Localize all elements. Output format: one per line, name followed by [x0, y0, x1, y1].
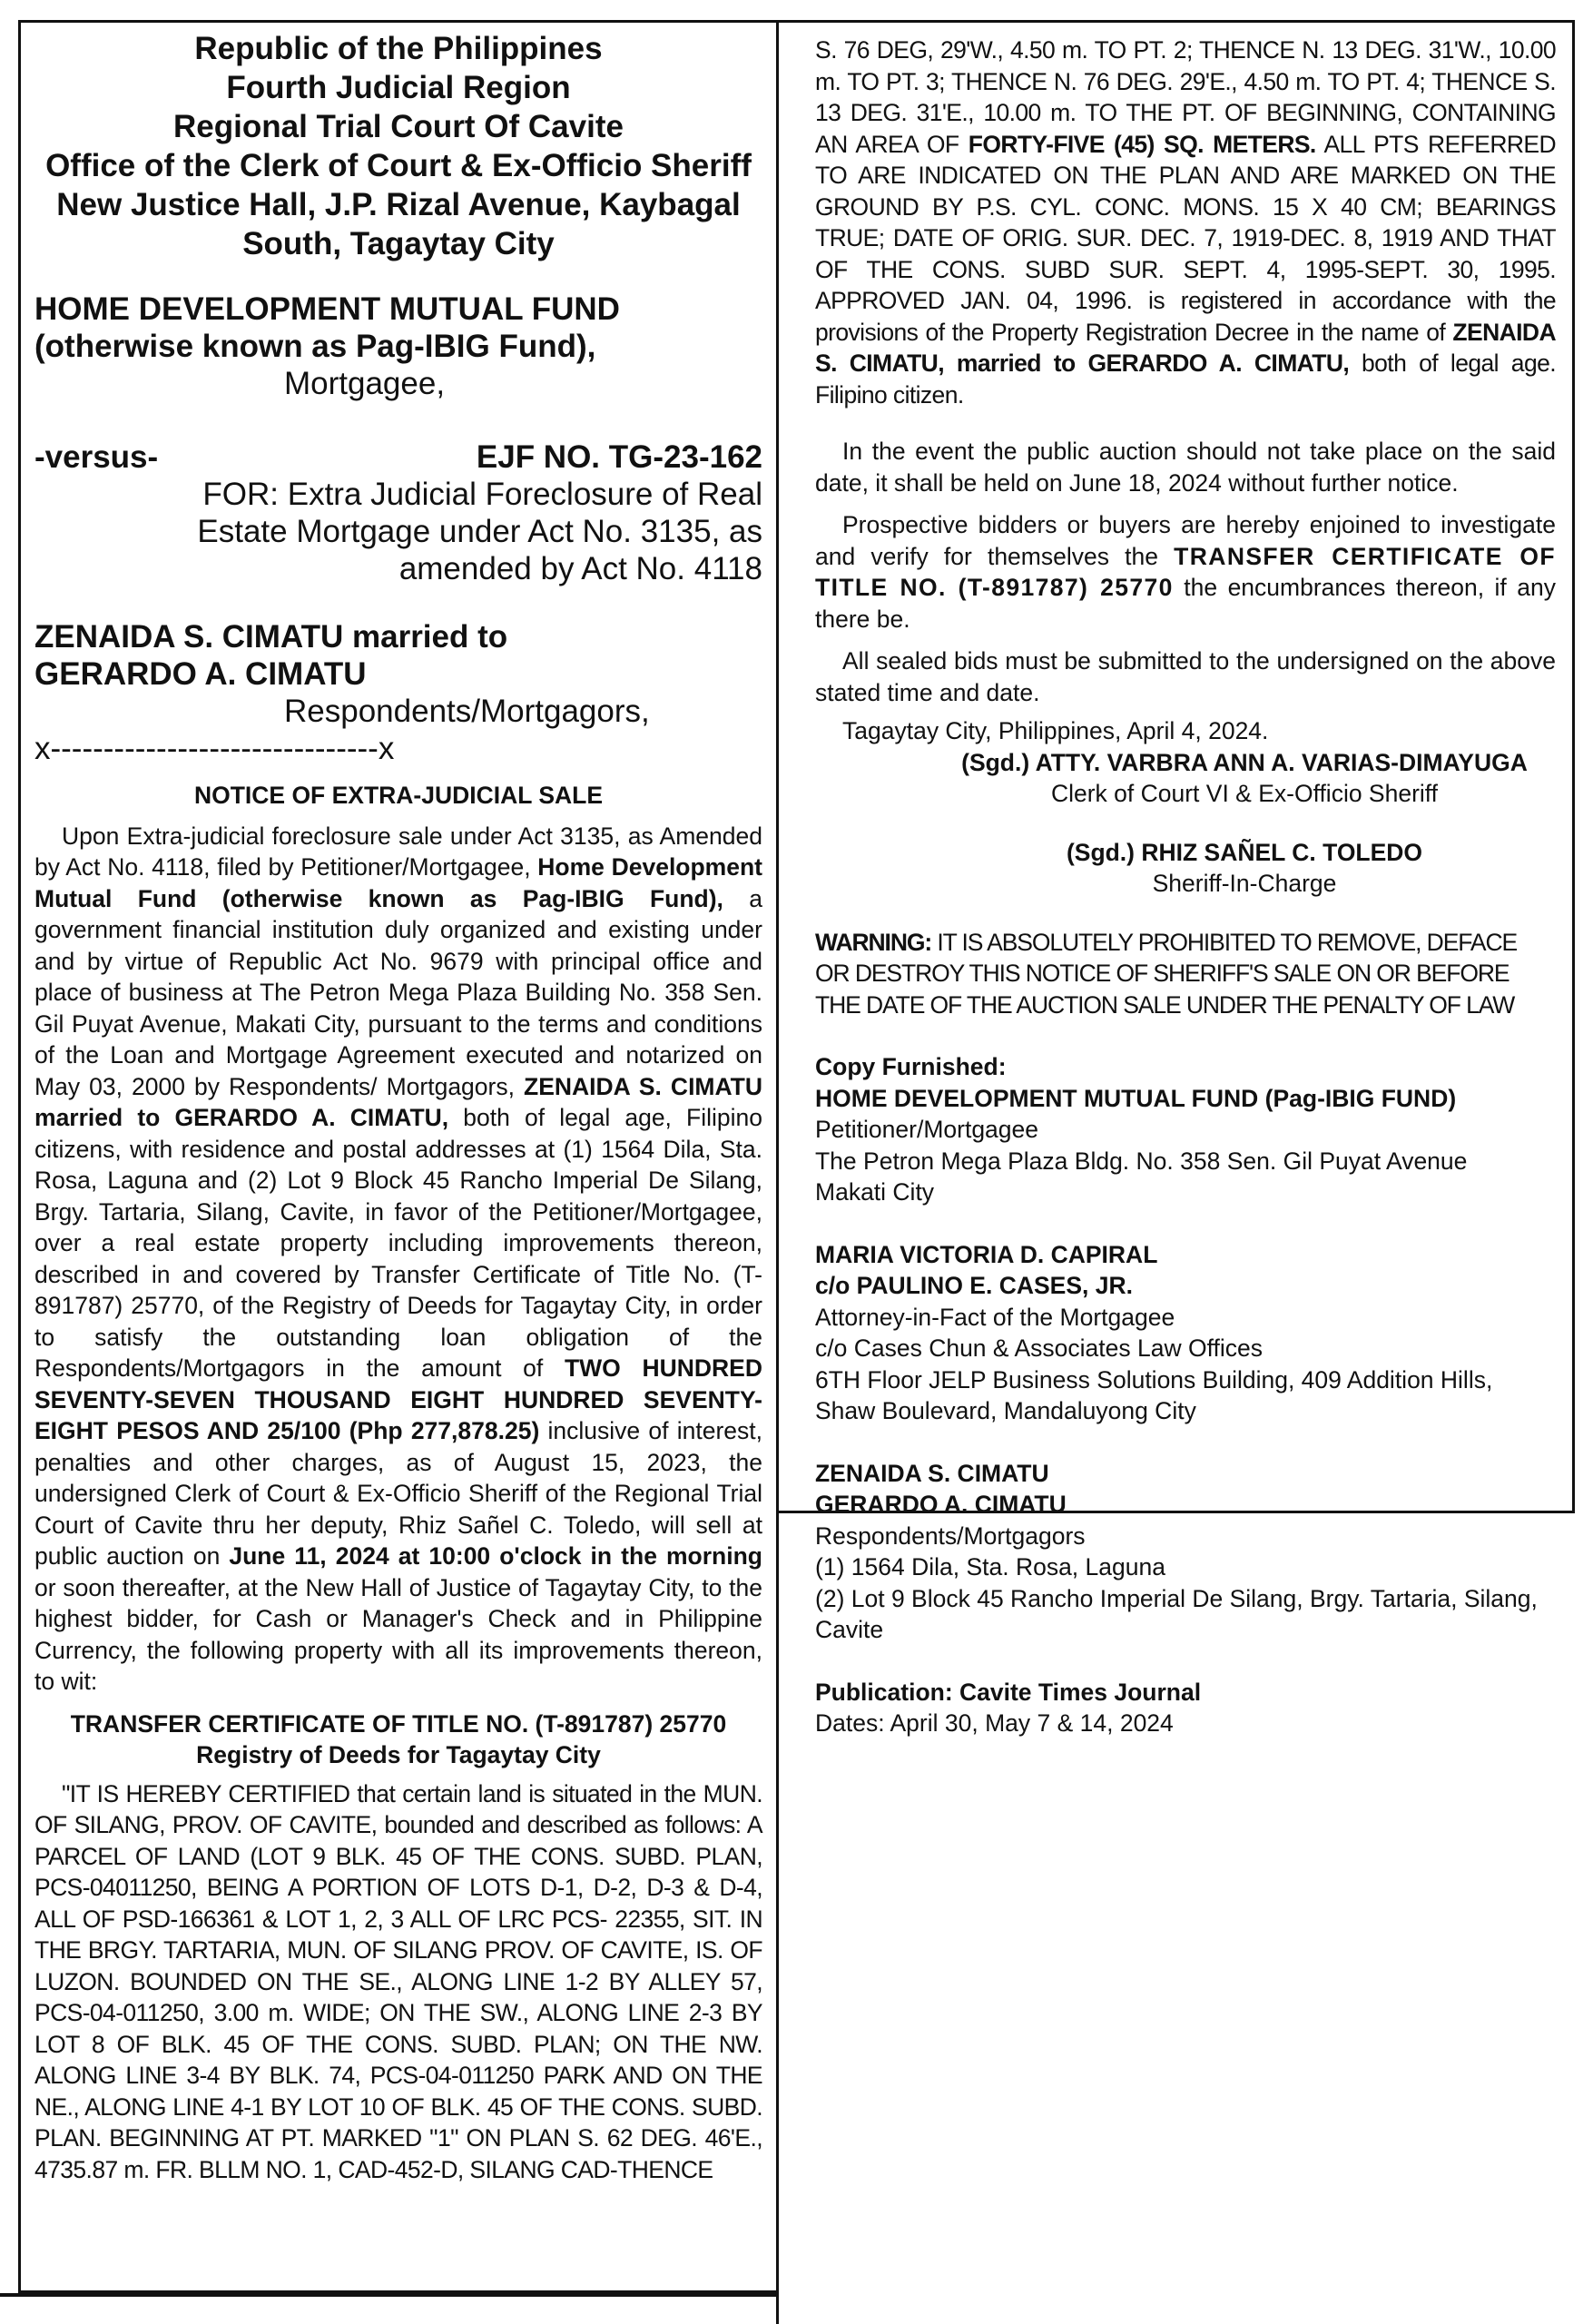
publication-dates: Dates: April 30, May 7 & 14, 2024	[815, 1709, 1174, 1737]
left-column	[34, 29, 762, 2185]
court-line-5: New Justice Hall, J.P. Rizal Avenue, Kaybagal	[56, 187, 741, 222]
caption-separator: x-------------------------------x	[34, 731, 395, 766]
postponement-paragraph: In the event the public auction should not take place on the said date, it shall be held on June 18, 2024 without further notice.	[815, 438, 1556, 497]
body-part-f: TWO HUNDRED SEVENTY-SEVEN THOUSAND EIGHT HUNDRED SEVENTY-EIGHT PESOS AND 25/100 (Php 277,878.25)	[34, 1354, 762, 1444]
court-header	[34, 29, 762, 263]
copy-furnished	[815, 1051, 1556, 1646]
court-line-3: Regional Trial Court Of Cavite	[173, 109, 624, 144]
publication-block	[815, 1677, 1556, 1739]
copy-1-line-1: Petitioner/Mortgagee	[815, 1116, 1039, 1143]
bidders-part-b: TRANSFER CERTIFICATE OF TITLE NO. (T-891787) 25770	[815, 542, 1556, 601]
bidders-part-c: the encumbrances thereon, if any there be.	[815, 574, 1556, 633]
place-date: Tagaytay City, Philippines, April 4, 2024.	[842, 717, 1269, 744]
body-part-d: ZENAIDA S. CIMATU married to GERARDO A. CIMATU,	[34, 1072, 762, 1131]
copy-3-line-2: (1) 1564 Dila, Sta. Rosa, Laguna	[815, 1553, 1165, 1581]
copy-3-line-1: Respondents/Mortgagors	[815, 1521, 1086, 1550]
signatory-1	[933, 747, 1556, 810]
body-part-i: or soon thereafter, at the New Hall of Justice of Tagaytay City, to the highest bidder, for Cash or Manager's Check and in Philippine Currency, the following property with all its improvements thereon, to wit:	[34, 1573, 762, 1695]
tct-right-a: S. 76 DEG, 29'W., 4.50 m. TO PT. 2; THENCE N. 13 DEG. 31'W., 10.00 m. TO PT. 3; THENCE N. 76 DEG. 29'E., 4.50 m. TO PT. 4; THENCE S. 13 DEG. 31'E., 10.00 m. TO THE PT. OF BEGINNING, CONTAINING AN AREA OF	[815, 36, 1556, 158]
copy-1-name: HOME DEVELOPMENT MUTUAL FUND (Pag-IBIG FUND)	[815, 1084, 1457, 1112]
mortgagee-role: Mortgagee,	[284, 366, 446, 401]
case-for-1: FOR: Extra Judicial Foreclosure of Real	[202, 477, 762, 512]
case-block	[34, 438, 762, 587]
warning-notice	[815, 927, 1556, 1021]
body-part-g: inclusive of interest, penalties and other charges, as of August 15, 2023, the undersigned Clerk of Court & Ex-Officio Sheriff of the Regional Trial Court of Cavite thru her deputy, Rhiz Sañel C. Toledo, will sell at public auction on	[34, 1417, 762, 1570]
tct-right-e: both of legal age. Filipino citizen.	[815, 350, 1556, 409]
respondents-role: Respondents/Mortgagors,	[284, 694, 650, 729]
bidders-part-a: Prospective bidders or buyers are hereby enjoined to investigate and verify for themselves the	[815, 511, 1556, 570]
copy-2-line-2: c/o Cases Chun & Associates Law Offices	[815, 1334, 1263, 1362]
signatory-2-name: (Sgd.) RHIZ SAÑEL C. TOLEDO	[1066, 838, 1423, 866]
court-line-1: Republic of the Philippines	[194, 31, 603, 66]
respondents-name-1: ZENAIDA S. CIMATU married to	[34, 619, 508, 655]
tct-right-d: ZENAIDA S. CIMATU, married to GERARDO A. CIMATU,	[815, 318, 1556, 377]
tct-right-b: FORTY-FIVE (45) SQ. METERS.	[968, 130, 1316, 158]
case-number: EJF NO. TG-23-162	[476, 439, 762, 475]
warning-label: WARNING:	[815, 928, 932, 956]
respondents-block	[34, 618, 762, 767]
court-line-2: Fourth Judicial Region	[226, 70, 571, 105]
tct-description-left: "IT IS HEREBY CERTIFIED that certain land is situated in the MUN. OF SILANG, PROV. OF CAVITE, bounded and described as follows: A PARCEL OF LAND (LOT 9 BLK. 45 OF THE CONS. SUBD. PLAN, PCS-04011250, BEING A PORTION OF LOTS D-1, D-2, D-3 & D-4, ALL OF PSD-166361 & LOT 1, 2, 3 ALL OF LRC PCS- 22355, SIT. IN THE BRGY. TARTARIA, MUN. OF SILANG PROV. OF CAVITE, IS. OF LUZON. BOUNDED ON THE SE., ALONG LINE 1-2 BY ALLEY 57, PCS-04-011250, 3.00 m. WIDE; ON THE SW., ALONG LINE 2-3 BY LOT 8 OF BLK. 45 OF THE CONS. SUBD. PLAN; ON THE NW. ALONG LINE 3-4 BY BLK. 74, PCS-04-011250 PARK AND ON THE NE., ALONG LINE 4-1 BY LOT 10 OF BLK. 45 OF THE CONS. SUBD. PLAN. BEGINNING AT PT. MARKED "1" ON PLAN S. 62 DEG. 46'E., 4735.87 m. FR. BLLM NO. 1, CAD-452-D, SILANG CAD-THENCE	[34, 1779, 762, 2183]
body-part-c: a government financial institution duly organized and existing under and by virtue of Republic Act No. 9679 with principal office and place of business at The Petron Mega Plaza Building No. 358 Sen. Gil Puyat Avenue, Makati City, pursuant to the terms and conditions of the Loan and Mortgage Agreement executed and notarized on May 03, 2000 by Respondents/ Mortgagors,	[34, 884, 762, 1100]
warning-text: IT IS ABSOLUTELY PROHIBITED TO REMOVE, DEFACE OR DESTROY THIS NOTICE OF SHERIFF'S SALE ON OR BEFORE THE DATE OF THE AUCTION SALE UNDER THE PENALTY OF LAW	[815, 928, 1518, 1019]
body-part-a: Upon Extra-judicial foreclosure sale under Act 3135, as Amended by Act No. 4118, filed by Petitioner/Mortgagee,	[34, 822, 762, 881]
signatory-2	[933, 837, 1556, 900]
tct-description-right	[815, 34, 1556, 410]
tct-title-1: TRANSFER CERTIFICATE OF TITLE NO. (T-891787) 25770	[70, 1709, 727, 1738]
copy-3-name-1: ZENAIDA S. CIMATU	[815, 1459, 1049, 1487]
bottom-rule	[0, 2293, 779, 2297]
notice-title: NOTICE OF EXTRA-JUDICIAL SALE	[193, 782, 604, 809]
copy-2-name-1: MARIA VICTORIA D. CAPIRAL	[815, 1240, 1158, 1268]
right-column	[815, 34, 1556, 1739]
mortgagee-name-1: HOME DEVELOPMENT MUTUAL FUND	[34, 291, 620, 327]
copy-3-name-2: GERARDO A. CIMATU	[815, 1491, 1067, 1518]
respondents-name-2: GERARDO A. CIMATU	[34, 656, 367, 692]
signatory-1-title: Clerk of Court VI & Ex-Officio Sheriff	[1050, 780, 1439, 807]
publication-label: Publication: Cavite Times Journal	[815, 1678, 1202, 1706]
sealed-bids-paragraph: All sealed bids must be submitted to the undersigned on the above stated time and date.	[815, 647, 1556, 706]
signatory-1-name: (Sgd.) ATTY. VARBRA ANN A. VARIAS-DIMAYUGA	[961, 748, 1528, 776]
case-for-3: amended by Act No. 4118	[398, 551, 762, 586]
mortgagee-block	[34, 290, 762, 402]
copy-furnished-label: Copy Furnished:	[815, 1053, 1007, 1080]
case-for-2: Estate Mortgage under Act No. 3135, as	[197, 514, 762, 549]
copy-2-name-2: c/o PAULINO E. CASES, JR.	[815, 1272, 1133, 1299]
body-part-b: Home Development Mutual Fund (otherwise known as Pag-IBIG Fund),	[34, 853, 762, 912]
court-line-6: South, Tagaytay City	[242, 226, 555, 261]
court-line-4: Office of the Clerk of Court & Ex-Officio Sheriff	[45, 148, 752, 183]
bidders-paragraph	[815, 509, 1556, 635]
right-vertical-rule	[776, 1512, 779, 2324]
copy-2-line-3: 6TH Floor JELP Business Solutions Building, 409 Addition Hills, Shaw Boulevard, Mandaluyong City	[815, 1365, 1493, 1424]
body-part-h: June 11, 2024 at 10:00 o'clock in the morning	[229, 1542, 762, 1570]
copy-1-line-3: Makati City	[815, 1178, 935, 1206]
signatory-2-title: Sheriff-In-Charge	[1152, 870, 1337, 897]
copy-3-line-3: (2) Lot 9 Block 45 Rancho Imperial De Silang, Brgy. Tartaria, Silang, Cavite	[815, 1584, 1538, 1643]
mortgagee-name-2: (otherwise known as Pag-IBIG Fund),	[34, 329, 596, 364]
copy-2-line-1: Attorney-in-Fact of the Mortgagee	[815, 1303, 1175, 1331]
body-part-e: both of legal age, Filipino citizens, with residence and postal addresses at (1) 1564 Dila, Sta. Rosa, Laguna and (2) Lot 9 Block 45 Rancho Imperial De Silang, Brgy. Tartaria, Silang, Cavite, in favor of the Petitioner/Mortgagee, over a real estate property including improvements thereon, described in and covered by Transfer Certificate of Title No. (T-891787) 25770, of the Registry of Deeds for Tagaytay City, in order to satisfy the outstanding loan obligation of the Respondents/Mortgagors in the amount of	[34, 1104, 762, 1382]
copy-1-line-2: The Petron Mega Plaza Bldg. No. 358 Sen. Gil Puyat Avenue	[815, 1147, 1468, 1175]
notice-body-paragraph	[34, 821, 762, 1698]
versus-label: -versus-	[34, 439, 159, 475]
tct-title-2: Registry of Deeds for Tagaytay City	[196, 1741, 601, 1768]
tct-right-c: ALL PTS REFERRED TO ARE INDICATED ON THE PLAN AND ARE MARKED ON THE GROUND BY P.S. CYL. CONC. MONS. 15 X 40 CM; BEARINGS TRUE; DATE OF ORIG. SUR. DEC. 7, 1919-DEC. 8, 1919 AND THAT OF THE CONS. SUBD SUR. SEPT. 4, 1995-SEPT. 30, 1995. APPROVED JAN. 04, 1996. is registered in accordance with the provisions of the Property Registration Decree in the name of	[815, 130, 1557, 346]
